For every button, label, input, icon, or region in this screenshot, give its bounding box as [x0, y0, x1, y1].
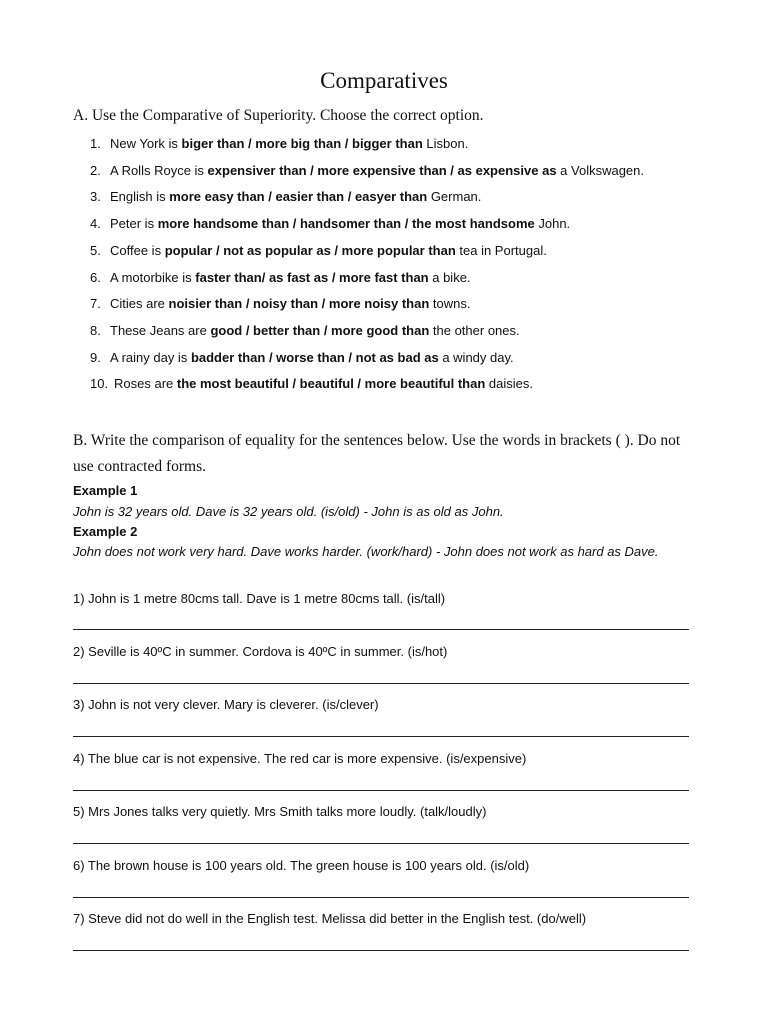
question-options: the most beautiful / beautiful / more beautiful than [176, 376, 486, 392]
exercise-item-5: 5) Mrs Jones talks very quietly. Mrs Smith talks more loudly. (talk/loudly) [73, 804, 487, 819]
question-text-pre: A Rolls Royce is [110, 162, 208, 178]
question-options: badder than / worse than / not as bad as [190, 349, 439, 365]
question-text-post: German. [427, 189, 482, 205]
exercise-item-2: 2) Seville is 40ºC in summer. Cordova is 40ºC in summer. (is/hot) [73, 644, 448, 659]
question-options: popular / not as popular as / more popular than [164, 242, 456, 258]
example-2-label: Example 2 [73, 524, 138, 539]
example-1-text: John is 32 years old. Dave is 32 years old. (is/old) - John is as old as John. [73, 504, 504, 519]
question-text-post: a Volkswagen. [556, 162, 645, 178]
answer-line-6[interactable] [73, 897, 689, 898]
question-options: more easy than / easier than / easyer than [169, 189, 428, 205]
question-item [90, 211, 740, 238]
section-b-heading: B. Write the comparison of equality for the sentences below. Use the words in brackets ( ). Do not use contracted forms. [73, 432, 681, 475]
question-number: 5. [90, 242, 101, 258]
exercise-item-1: 1) John is 1 metre 80cms tall. Dave is 1 metre 80cms tall. (is/tall) [73, 591, 446, 606]
question-options: expensiver than / more expensive than / as expensive as [207, 162, 557, 178]
question-number: 4. [90, 216, 101, 232]
question-text-post: the other ones. [429, 322, 520, 338]
question-options: more handsome than / handsomer than / the most handsome [157, 216, 535, 232]
question-item [90, 265, 740, 292]
answer-line-5[interactable] [73, 843, 689, 844]
example-1-label: Example 1 [73, 483, 138, 498]
exercise-item-7: 7) Steve did not do well in the English test. Melissa did better in the English test. (do/well) [73, 911, 587, 926]
question-text-post: Lisbon. [422, 136, 469, 151]
question-text-post: tea in Portugal. [455, 242, 547, 258]
answer-line-3[interactable] [73, 736, 689, 737]
question-text-post: towns. [429, 296, 471, 312]
answer-line-7[interactable] [73, 950, 689, 951]
question-number: 2. [90, 162, 101, 178]
question-text-pre: These Jeans are [110, 322, 211, 338]
question-item [90, 131, 740, 158]
question-item [90, 184, 740, 211]
question-text-pre: A rainy day is [110, 349, 191, 365]
question-text-post: a bike. [428, 269, 471, 285]
question-item [90, 158, 740, 185]
question-text-pre: Coffee is [110, 242, 165, 258]
question-number: 9. [90, 349, 101, 365]
section-a-question-list [90, 131, 740, 398]
question-number: 6. [90, 269, 101, 285]
question-item [90, 345, 740, 372]
question-number: 7. [90, 296, 101, 312]
page-title: Comparatives [320, 68, 448, 93]
question-number: 8. [90, 322, 101, 338]
answer-line-1[interactable] [73, 629, 689, 630]
question-number: 3. [90, 189, 101, 205]
question-options: good / better than / more good than [210, 322, 430, 338]
question-text-pre: Cities are [110, 296, 169, 312]
answer-line-4[interactable] [73, 790, 689, 791]
answer-line-2[interactable] [73, 683, 689, 684]
question-number: 1. [90, 136, 101, 151]
question-item [90, 371, 740, 398]
question-text-pre: A motorbike is [110, 269, 196, 285]
question-text-pre: New York is [110, 136, 182, 151]
question-options: noisier than / noisy than / more noisy than [168, 296, 430, 312]
question-text-pre: Roses are [114, 376, 177, 392]
question-item [90, 238, 740, 265]
exercise-item-3: 3) John is not very clever. Mary is cleverer. (is/clever) [73, 697, 379, 712]
question-options: faster than/ as fast as / more fast than [195, 269, 429, 285]
question-item [90, 318, 740, 345]
question-options: biger than / more big than / bigger than [181, 136, 423, 151]
question-text-post: a windy day. [438, 349, 514, 365]
section-a-heading: A. Use the Comparative of Superiority. Choose the correct option. [73, 107, 484, 124]
question-text-post: daisies. [485, 376, 533, 392]
example-2-text: John does not work very hard. Dave works harder. (work/hard) - John does not work as hard as Dave. [73, 544, 659, 559]
question-text-post: John. [534, 216, 571, 232]
question-text-pre: Peter is [110, 216, 158, 232]
question-number: 10. [90, 376, 109, 392]
question-text-pre: English is [110, 189, 170, 205]
exercise-item-6: 6) The brown house is 100 years old. The green house is 100 years old. (is/old) [73, 858, 530, 873]
exercise-item-4: 4) The blue car is not expensive. The red car is more expensive. (is/expensive) [73, 751, 527, 766]
question-item [90, 291, 740, 318]
